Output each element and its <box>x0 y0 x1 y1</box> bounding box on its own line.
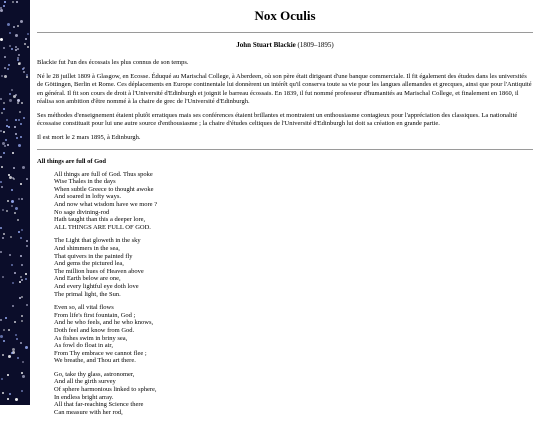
star-dot <box>12 305 14 307</box>
star-dot <box>11 89 13 91</box>
poem-line: And every lightful eye doth love <box>54 282 139 290</box>
poem-line: The million hues of Heaven above <box>54 267 144 275</box>
star-dot <box>17 102 19 104</box>
star-dot <box>0 181 2 183</box>
star-dot <box>7 144 9 146</box>
star-dot <box>9 32 11 34</box>
star-dot <box>11 264 13 266</box>
star-dot <box>26 74 28 76</box>
star-dot <box>7 374 9 376</box>
star-dot <box>9 45 11 47</box>
star-dot <box>20 20 23 23</box>
star-dot <box>3 108 5 110</box>
poem-line: And now what wisdom have we more ? <box>54 201 158 208</box>
star-dot <box>14 126 16 128</box>
poem-line: From Thy embrace we cannot flee ; <box>54 349 147 357</box>
star-dot <box>15 119 17 121</box>
poem-body <box>37 171 533 417</box>
star-dot <box>8 329 10 331</box>
star-dot <box>2 392 4 394</box>
star-dot <box>7 68 9 70</box>
star-dot <box>5 139 7 141</box>
poem-line: Even so, all vital flows <box>54 304 114 312</box>
star-dot <box>21 229 23 231</box>
author-dates: (1809–1895) <box>297 41 334 49</box>
star-dot <box>5 317 7 319</box>
star-dot <box>6 119 8 121</box>
poem-line: From life's first fountain, God ; <box>54 311 136 319</box>
star-dot <box>3 340 5 342</box>
star-dot <box>22 375 25 378</box>
star-dot <box>16 338 18 340</box>
star-dot <box>16 1 18 3</box>
star-dot <box>20 183 22 185</box>
poem-line: In endless bright array. <box>54 393 114 401</box>
star-dot <box>8 355 11 358</box>
star-dot <box>0 98 2 100</box>
star-dot <box>21 315 23 317</box>
poem-line: That quivers in the painted fly <box>54 252 133 260</box>
divider <box>37 32 533 33</box>
star-dot <box>20 276 22 278</box>
bio-paragraph: Ses méthodes d'enseignement étaient plutôt erratiques mais ses conférences étaient brillantes et montraient un enthousiasme contagieux pour l'appréciation des classiques. La nationalité écossaise constituait pour lui une autre source d'enthousiasme ; la chaire d'études celtiques de l'Université d'Edinburgh lui doit sa création en grande partie. <box>37 112 518 128</box>
site-title: Nox Oculis <box>254 8 316 23</box>
star-dot <box>4 56 6 58</box>
star-dot <box>0 130 2 132</box>
star-dot <box>0 227 2 229</box>
star-dot <box>11 352 13 354</box>
poem-line: And Earth below are one, <box>54 275 121 283</box>
star-dot <box>4 67 6 69</box>
poem-line: And all the girth survey <box>54 378 116 386</box>
star-dot <box>18 62 21 65</box>
star-dot <box>22 361 24 363</box>
poem-line: Wise Thales in the days <box>54 178 116 186</box>
star-dot <box>15 207 18 210</box>
star-dot <box>0 156 2 158</box>
star-dot <box>16 137 18 139</box>
star-dot <box>15 398 18 401</box>
star-dot <box>8 174 10 176</box>
star-dot <box>8 64 10 66</box>
star-dot <box>21 264 23 266</box>
poem-stanza <box>37 237 533 298</box>
starfield-sidebar <box>0 0 30 405</box>
poem-stanza <box>37 371 533 417</box>
star-dot <box>17 48 19 50</box>
star-dot <box>7 398 9 400</box>
star-dot <box>21 296 23 298</box>
star-dot <box>21 320 23 322</box>
star-dot <box>1 166 3 168</box>
star-dot <box>22 68 24 70</box>
star-dot <box>0 9 3 12</box>
divider <box>37 149 533 150</box>
star-dot <box>11 205 13 207</box>
star-dot <box>21 102 23 104</box>
star-dot <box>14 321 16 323</box>
star-dot <box>13 26 15 28</box>
poem-line: We breathe, and Thou art there. <box>54 357 136 365</box>
star-dot <box>20 237 22 239</box>
star-dot <box>15 34 18 37</box>
poem-line: The Light that gloweth in the sky <box>54 237 141 245</box>
star-dot <box>0 38 3 41</box>
star-dot <box>10 236 12 238</box>
star-dot <box>2 237 4 239</box>
poem-line: And soared in lofty ways. <box>54 193 121 201</box>
star-dot <box>1 75 3 77</box>
star-dot <box>8 126 10 128</box>
star-dot <box>0 335 3 338</box>
poem-line: When subtle Greece to thought awoke <box>54 185 154 193</box>
star-dot <box>14 272 16 274</box>
star-dot <box>3 329 5 331</box>
star-dot <box>25 278 27 280</box>
star-dot <box>21 279 23 281</box>
star-dot <box>4 145 6 147</box>
author-name: John Stuart Blackie <box>236 41 296 49</box>
poem-line: The primal light, the Sun. <box>54 290 121 298</box>
star-dot <box>23 71 25 73</box>
star-dot <box>20 136 22 138</box>
poem-line: Doth feel and know from God. <box>54 326 135 334</box>
star-dot <box>18 231 20 233</box>
star-dot <box>12 1 14 3</box>
bio-paragraph: Il est mort le 2 mars 1895, à Edinburgh. <box>37 134 141 142</box>
star-dot <box>9 93 11 95</box>
star-dot <box>17 57 19 59</box>
star-dot <box>11 200 14 203</box>
star-dot <box>1 378 3 380</box>
star-dot <box>21 390 23 392</box>
star-dot <box>9 254 11 256</box>
star-dot <box>7 200 9 202</box>
star-dot <box>15 133 17 135</box>
star-dot <box>1 186 3 188</box>
star-dot <box>12 282 14 284</box>
star-dot <box>15 94 17 96</box>
star-dot <box>18 119 20 121</box>
star-dot <box>26 76 28 78</box>
star-dot <box>3 102 5 104</box>
star-dot <box>12 348 15 351</box>
star-dot <box>4 75 7 78</box>
star-dot <box>2 209 4 211</box>
star-dot <box>1 112 3 114</box>
star-dot <box>19 281 21 283</box>
star-dot <box>20 342 22 344</box>
poem-line: Go, take thy glass, astronomer, <box>54 370 135 378</box>
poem-line: And gems the pictured lea, <box>54 260 124 268</box>
star-dot <box>17 219 19 221</box>
star-dot <box>15 334 17 336</box>
star-dot <box>21 198 23 200</box>
star-dot <box>2 354 4 356</box>
star-dot <box>17 357 19 359</box>
star-dot <box>26 245 28 247</box>
poem-line: And he who feels, and he who knows, <box>54 319 154 327</box>
star-dot <box>18 198 20 200</box>
star-dot <box>22 166 25 169</box>
star-dot <box>13 178 15 180</box>
poem-line: All that far-reaching Science there <box>54 401 144 409</box>
poem-title: All things are full of God <box>37 157 107 165</box>
star-dot <box>25 273 27 275</box>
page-content <box>37 0 533 422</box>
poem-line: Can measure with her rod, <box>54 408 123 416</box>
star-dot <box>3 5 5 7</box>
star-dot <box>2 276 4 278</box>
star-dot <box>25 38 27 40</box>
star-dot <box>11 189 13 191</box>
bio-paragraph: Né le 28 juillet 1809 à Glasgow, en Ecosse. Éduqué au Marischal College, à Aberdeen, où son père était dirigeant d'une banque commerciale. Il fit également des études dans les universités de Göttingen, Berlin et Rome. Ces déplacements en Europe continentale lui donnèrent un intérêt qu'il conserva toute sa vie pour les langues allemandes et grecques, ainsi que pour l'Antiquité en général. Il fit son cours de droit à l'Université d'Edinburgh et joignit le barreau écossais. En 1839, il fut nommé professeur d'humanités au Marischal College, et finalement en 1860, il réalisa son ambition d'être nommé à la chaire de grec de l'Université d'Edinburgh. <box>37 73 532 105</box>
star-dot <box>3 152 5 154</box>
bio-paragraph: Blackie fut l'un des écossais les plus connus de son temps. <box>37 59 189 66</box>
star-dot <box>14 212 16 214</box>
author-heading <box>37 41 533 49</box>
poem-line: And shimmers in the sea, <box>54 244 120 252</box>
star-dot <box>25 346 28 349</box>
poem-line: No sage divining-rod <box>54 208 110 216</box>
star-dot <box>18 54 20 56</box>
star-dot <box>3 233 5 235</box>
star-dot <box>7 23 10 26</box>
poem-line: ALL THINGS ARE FULL OF GOD. <box>54 223 151 231</box>
poem-line: All things are full of God. Thus spoke <box>54 170 153 178</box>
star-dot <box>0 319 2 321</box>
star-dot <box>9 99 12 102</box>
star-dot <box>20 255 22 257</box>
poem-line: As fishes swim in briny sea, <box>54 334 128 342</box>
star-dot <box>26 240 28 242</box>
star-dot <box>4 1 6 3</box>
star-dot <box>26 304 28 306</box>
poem-stanza <box>37 304 533 365</box>
star-dot <box>0 251 2 253</box>
star-dot <box>17 59 19 61</box>
star-dot <box>27 46 29 48</box>
star-dot <box>21 372 23 374</box>
star-dot <box>17 25 19 27</box>
star-dot <box>18 144 21 147</box>
star-dot <box>11 48 13 50</box>
poem-line: As fowl do float in air, <box>54 342 113 350</box>
poem-line: Hath taught than this a deeper lore, <box>54 216 146 224</box>
star-dot <box>27 33 29 35</box>
star-dot <box>24 43 26 45</box>
star-dot <box>19 111 21 113</box>
star-dot <box>9 393 11 395</box>
star-dot <box>3 131 5 133</box>
star-dot <box>13 167 15 169</box>
star-dot <box>6 210 8 212</box>
star-dot <box>20 123 22 125</box>
star-dot <box>26 178 28 180</box>
star-dot <box>3 47 5 49</box>
star-dot <box>12 152 14 154</box>
star-dot <box>23 117 25 119</box>
poem-stanza <box>37 171 533 232</box>
poem-line: Of sphere harmonious linked to sphere, <box>54 386 157 394</box>
